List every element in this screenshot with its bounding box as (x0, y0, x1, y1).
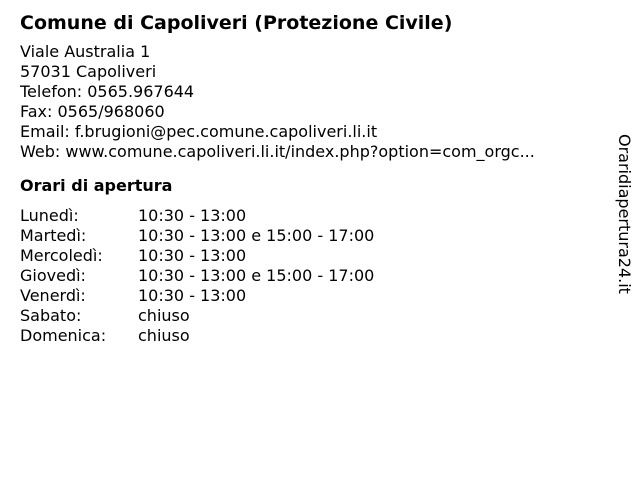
hours-row-tuesday (20, 226, 600, 246)
hours-row-friday (20, 286, 600, 306)
address-street: Viale Australia 1 (20, 42, 151, 61)
hours-row-saturday (20, 306, 600, 326)
hours-time: 10:30 - 13:00 (138, 286, 247, 305)
hours-day: Venerdì: (20, 286, 86, 305)
phone-line[interactable]: Telefon: 0565.967644 (20, 82, 195, 101)
hours-time: 10:30 - 13:00 e 15:00 - 17:00 (138, 266, 375, 285)
business-title: Comune di Capoliveri (Protezione Civile) (20, 12, 453, 34)
hours-row-wednesday (20, 246, 600, 266)
business-card (20, 10, 600, 346)
hours-time: 10:30 - 13:00 e 15:00 - 17:00 (138, 226, 375, 245)
hours-row-thursday (20, 266, 600, 286)
address-city: 57031 Capoliveri (20, 62, 157, 81)
hours-time: chiuso (138, 306, 190, 325)
hours-day: Sabato: (20, 306, 82, 325)
opening-hours-table (20, 206, 600, 346)
fax-line: Fax: 0565/968060 (20, 102, 165, 121)
hours-row-monday (20, 206, 600, 226)
hours-row-sunday (20, 326, 600, 346)
hours-time: 10:30 - 13:00 (138, 246, 247, 265)
hours-day: Domenica: (20, 326, 107, 345)
site-watermark: Oraridiapertura24.it (615, 134, 634, 294)
hours-day: Mercoledì: (20, 246, 103, 265)
opening-hours-heading: Orari di apertura (20, 176, 173, 195)
web-line[interactable]: Web: www.comune.capoliveri.li.it/index.php?option=com_orgc... (20, 142, 535, 161)
hours-day: Martedì: (20, 226, 87, 245)
contact-block (20, 42, 600, 162)
hours-time: 10:30 - 13:00 (138, 206, 247, 225)
email-line[interactable]: Email: f.brugioni@pec.comune.capoliveri.li.it (20, 122, 378, 141)
hours-day: Lunedì: (20, 206, 79, 225)
hours-time: chiuso (138, 326, 190, 345)
hours-day: Giovedì: (20, 266, 86, 285)
